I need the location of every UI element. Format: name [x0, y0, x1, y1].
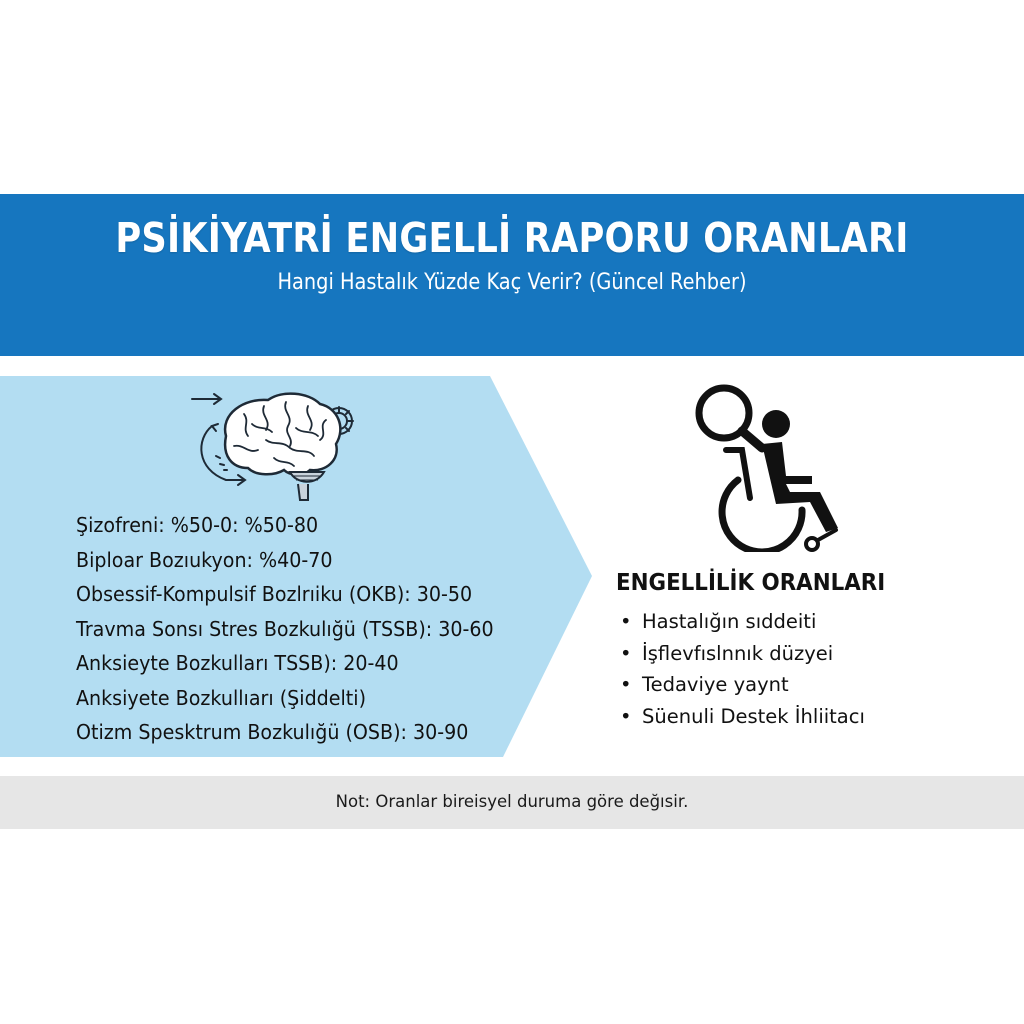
condition-item: Otizm Spesktrum Bozkulığü (OSB): 30-90 — [76, 720, 469, 744]
condition-item: Şizofreni: %50-0: %50-80 — [76, 513, 319, 537]
bullet-icon: • — [620, 704, 632, 728]
condition-list — [76, 508, 525, 750]
factors-title: ENGELLİLİK ORANLARI — [616, 570, 886, 596]
bullet-icon: • — [620, 641, 632, 665]
condition-item: Anksieyte Bozkulları TSSB): 20-40 — [76, 651, 399, 675]
footer-note-band — [0, 776, 1024, 829]
bullet-icon: • — [620, 673, 632, 696]
factor-item: • Hastalığın sıddeiti — [620, 606, 865, 638]
brain-icon — [186, 384, 366, 506]
conditions-arrow-panel — [0, 376, 600, 757]
page-subtitle: Hangi Hastalık Yüzde Kaç Verir? (Güncel Rehber) — [277, 270, 747, 295]
wheelchair-magnifier-icon — [690, 380, 850, 552]
factors-list — [620, 606, 865, 732]
condition-item: Anksiyete Bozkullıarı (Şiddelti) — [76, 685, 367, 710]
condition-item: Obsessif-Kompulsif Bozlrıiku (OKB): 30-50 — [76, 582, 473, 606]
footer-note: Not: Oranlar bireisyel duruma göre değısir. — [335, 792, 689, 811]
page-title: PSİKİYATRİ ENGELLİ RAPORU ORANLARI — [115, 214, 909, 262]
factor-item: • Süenuli Destek İhliitacı — [620, 701, 865, 733]
header-banner — [0, 194, 1024, 356]
condition-item: Biploar Bozıukyon: %40-70 — [76, 547, 333, 572]
condition-item: Travma Sonsı Stres Bozkulığü (TSSB): 30-60 — [76, 616, 494, 641]
factor-item: • İşflevfıslnnık düzyei — [620, 638, 865, 670]
factor-item: • Tedaviye yaynt — [620, 669, 865, 701]
bullet-icon: • — [620, 610, 632, 633]
